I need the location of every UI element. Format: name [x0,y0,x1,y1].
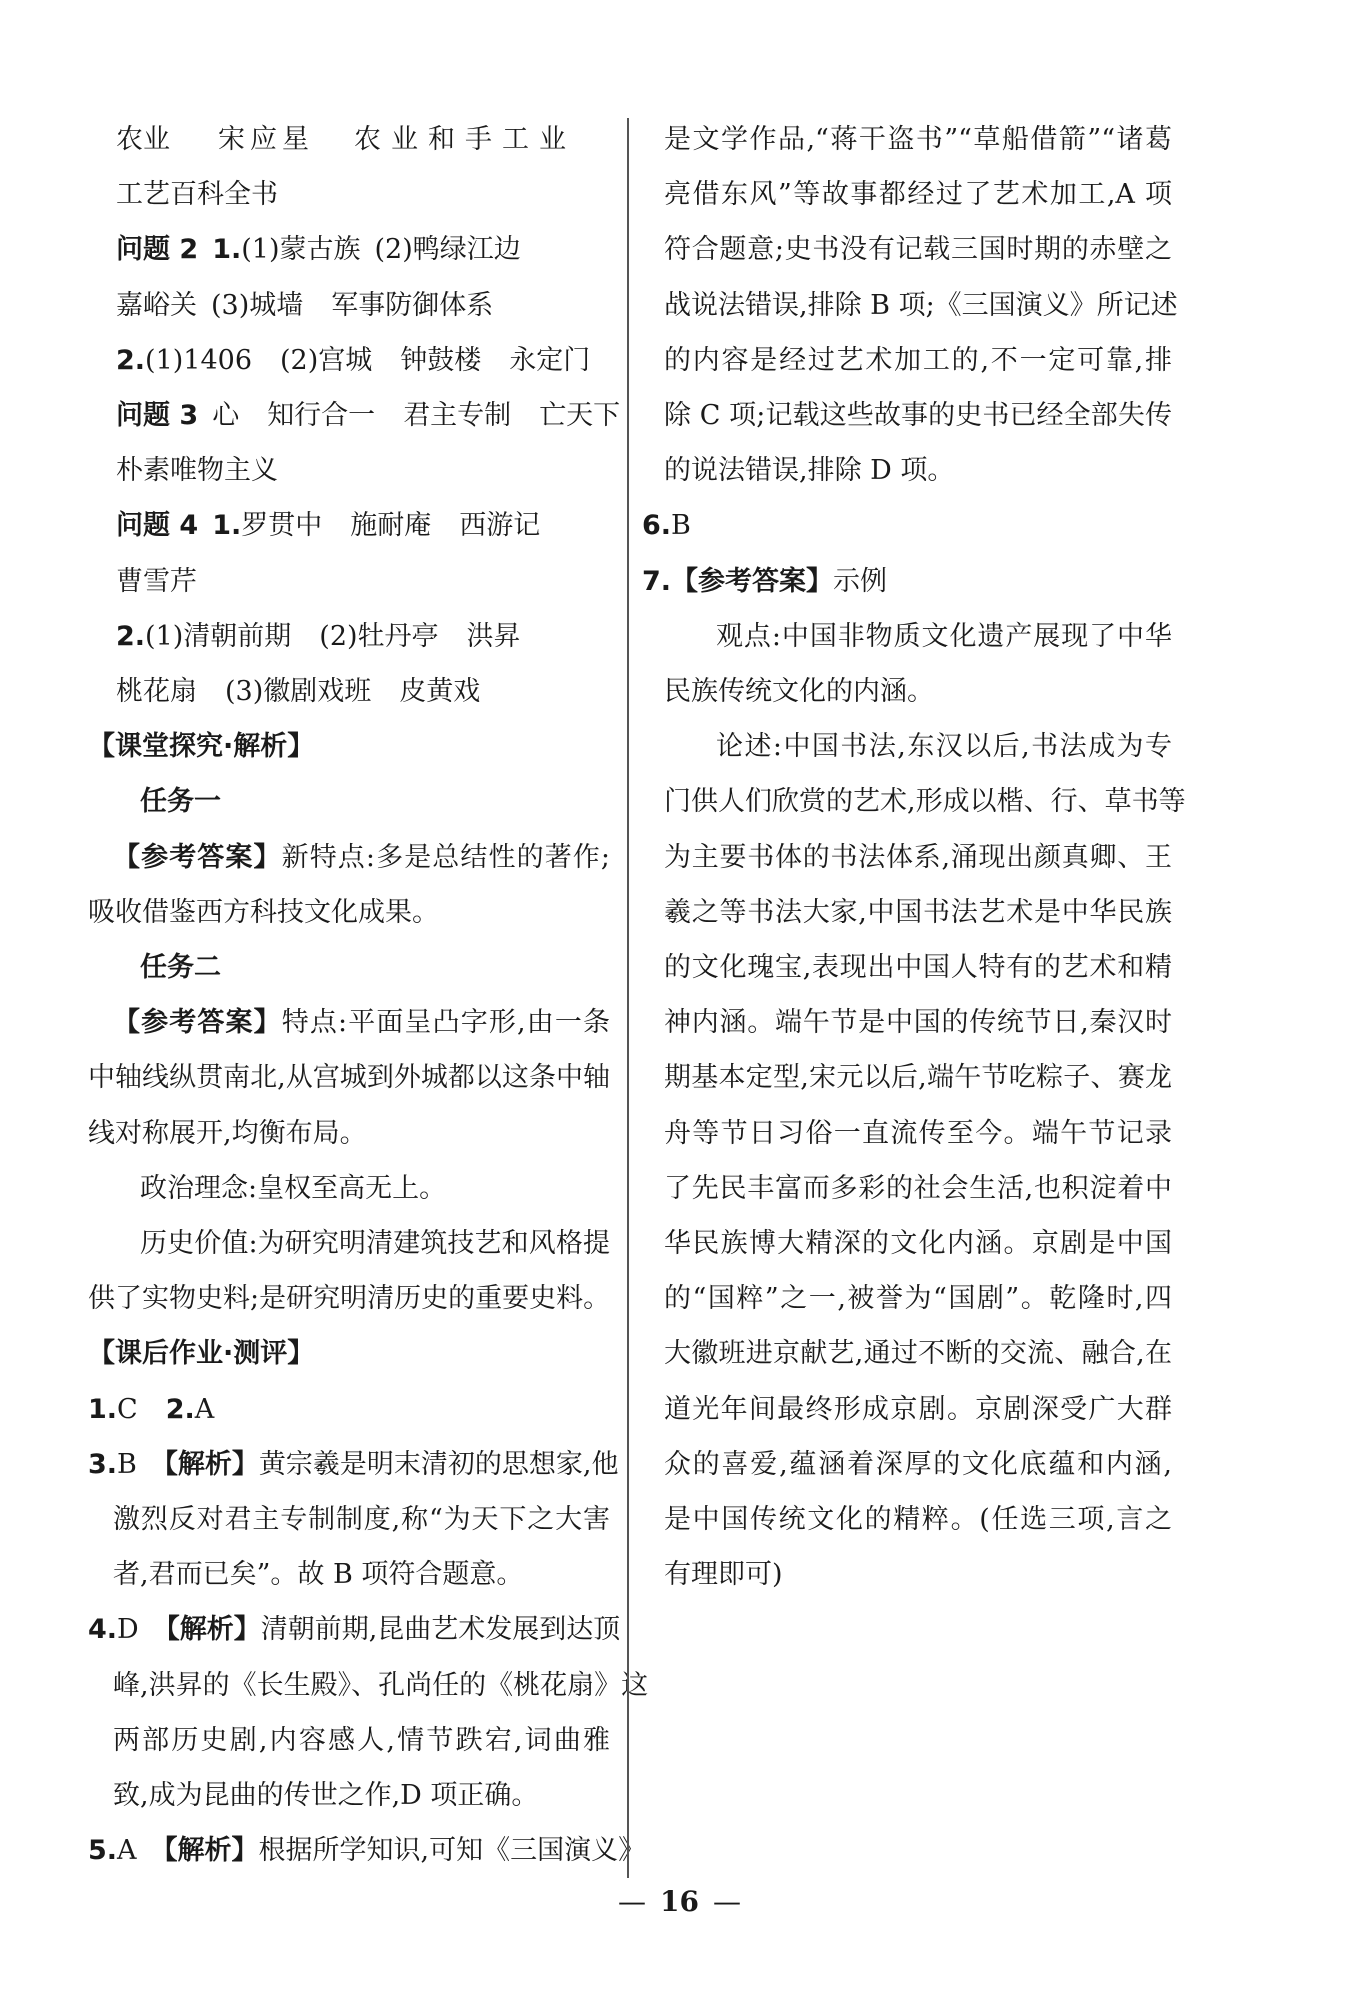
page-dash-left: — [618,1885,647,1918]
question-label: 问题 2 [116,234,199,266]
task-heading: 任务二 [140,952,221,984]
paragraph-line: 期基本定型,宋元以后,端午节吃粽子、赛龙 [664,1062,1172,1094]
answer-item: (3)徽剧戏班 [225,676,372,708]
answer-line: 曹雪芹 [116,565,197,597]
question-label: 问题 4 [116,510,199,542]
paragraph-line [88,1823,646,1878]
analysis-tag: 【解析】 [150,1448,259,1480]
paragraph-line: 道光年间最终形成京剧。京剧深受广大群 [664,1393,1172,1425]
paragraph-line: 中轴线纵贯南北,从宫城到外城都以这条中轴 [88,1062,610,1094]
answer-line [88,333,610,388]
paragraph-line: 民族传统文化的内涵。 [664,676,934,708]
paragraph-line: 政治理念:皇权至高无上。 [140,1172,447,1204]
answer-item: (1)蒙古族 [241,234,361,266]
page-number [0,1885,1359,1918]
paragraph-text: 特点:平面呈凸字形,由一条 [281,1007,611,1039]
paragraph-line: 华民族博大精深的文化内涵。京剧是中国 [664,1228,1172,1260]
paragraph-line: 观点:中国非物质文化遗产展现了中华 [716,620,1172,652]
answer-line [88,664,610,719]
answer-line: 工艺百科全书 [116,179,278,211]
section-heading: 【课堂探究·解析】 [88,731,315,763]
paragraph-line [88,830,610,885]
paragraph-line: 大徽班进京献艺,通过不断的交流、融合,在 [664,1338,1172,1370]
paragraph-line: 的“国粹”之一,被誉为“国剧”。乾隆时,四 [664,1283,1172,1315]
paragraph-line: 供了实物史料;是研究明清历史的重要史料。 [88,1283,611,1315]
answer-line: 朴素唯物主义 [116,455,278,487]
item-number: 7. [642,565,672,597]
paragraph-line: 舟等节日习俗一直流传至今。端午节记录 [664,1117,1172,1149]
section-heading: 【课后作业·测评】 [88,1338,315,1370]
item-number: 6. [642,510,672,542]
answer-choice: B [671,510,691,542]
item-number: 2. [165,1393,195,1425]
paragraph-line: 者,君而已矣”。故 B 项符合题意。 [113,1559,524,1591]
paragraph-line: 了先民丰富而多彩的社会生活,也积淀着中 [664,1172,1172,1204]
paragraph-line: 吸收借鉴西方科技文化成果。 [88,896,439,928]
answer-tag: 【参考答案】 [113,1007,282,1039]
answer-choice: C [117,1393,138,1425]
answer-line [88,1382,610,1437]
task-heading: 任务一 [140,786,221,818]
paragraph-line: 激烈反对君主专制制度,称“为天下之大害 [113,1504,610,1536]
analysis-tag: 【解析】 [150,1835,259,1867]
answer-item: 农业和手工业 [354,124,576,155]
paragraph-text: 示例 [833,565,888,597]
answer-item: 西游记 [459,510,541,542]
paragraph-line [88,1437,619,1492]
answer-item: 皮黄戏 [399,676,481,708]
paragraph-text: 新特点:多是总结性的著作; [281,841,611,873]
paragraph-line: 羲之等书法大家,中国书法艺术是中华民族 [664,896,1172,928]
paragraph-line: 战说法错误,排除 B 项;《三国演义》所记述 [664,289,1178,321]
answer-choice: A [194,1393,215,1425]
paragraph-line: 神内涵。端午节是中国的传统节日,秦汉时 [664,1007,1172,1039]
answer-item: 钟鼓楼 [400,344,482,376]
question-line [88,222,610,277]
item-number: 5. [88,1835,118,1867]
answer-line [88,112,610,167]
paragraph-line: 致,成为昆曲的传世之作,D 项正确。 [113,1780,539,1812]
question-label: 问题 3 [116,400,199,432]
paragraph-line: 是文学作品,“蒋干盗书”“草船借箭”“诸葛 [664,124,1172,155]
answer-line [642,554,1172,609]
answer-line [88,609,610,664]
answer-item: 军事防御体系 [331,289,494,321]
item-number: 1. [212,510,242,542]
paragraph-line [88,995,610,1050]
paragraph-line: 线对称展开,均衡布局。 [88,1117,367,1149]
answer-item: (3)城墙 [211,289,304,321]
paragraph-line: 峰,洪昇的《长生殿》、孔尚任的《桃花扇》这 [113,1669,649,1701]
answer-item: 亡天下 [539,400,621,432]
paragraph-line: 的说法错误,排除 D 项。 [664,455,955,487]
item-number: 1. [212,234,242,266]
left-column [88,112,649,1879]
page-number-value: 16 [660,1885,699,1918]
paragraph-line: 有理即可) [664,1559,783,1591]
answer-line [88,278,610,333]
answer-item: 宋应星 [218,124,314,155]
answer-tag: 【参考答案】 [113,841,282,873]
paragraph-line: 论述:中国书法,东汉以后,书法成为专 [716,731,1172,763]
item-number: 4. [88,1614,118,1646]
paragraph-line [88,1602,621,1657]
paragraph-line: 的文化瑰宝,表现出中国人特有的艺术和精 [664,952,1172,984]
paragraph-line: 众的喜爱,蕴涵着深厚的文化底蕴和内涵, [664,1448,1172,1480]
answer-tag: 【参考答案】 [671,565,834,597]
paragraph-line: 两部历史剧,内容感人,情节跌宕,词曲雅 [113,1724,610,1756]
page-dash-right: — [712,1885,741,1918]
answer-item: 君主专制 [403,400,512,432]
answer-item: (2)鸭绿江边 [374,234,521,266]
right-column [642,112,1186,1602]
answer-item: (2)宫城 [280,344,373,376]
question-line [88,498,610,553]
analysis-tag: 【解析】 [152,1614,261,1646]
answer-choice: B [117,1448,137,1480]
paragraph-line: 为主要书体的书法体系,涌现出颜真卿、王 [664,841,1172,873]
answer-choice: A [117,1835,137,1867]
answer-item: 知行合一 [267,400,376,432]
answer-item: 心 [212,400,240,432]
answer-item: 永定门 [509,344,591,376]
paragraph-line: 亮借东风”等故事都经过了艺术加工,A 项 [664,179,1172,211]
answer-item: 嘉峪关 [116,289,197,321]
answer-item: 桃花扇 [116,676,197,708]
paragraph-line: 门供人们欣赏的艺术,形成以楷、行、草书等 [664,786,1186,818]
paragraph-line: 除 C 项;记载这些故事的史书已经全部失传 [664,400,1172,432]
paragraph-text: 黄宗羲是明末清初的思想家,他 [258,1448,619,1480]
paragraph-line: 符合题意;史书没有记载三国时期的赤壁之 [664,234,1172,266]
column-divider [627,118,629,1878]
item-number: 2. [116,620,146,652]
question-line [88,388,621,443]
item-number: 2. [116,344,146,376]
answer-item: (1)1406 [145,344,253,376]
paragraph-text: 根据所学知识,可知《三国演义》 [258,1835,646,1867]
answer-choice: D [117,1614,139,1646]
answer-item: (1)清朝前期 [145,620,292,652]
paragraph-line: 的内容是经过艺术加工的,不一定可靠,排 [664,344,1172,376]
paragraph-text: 清朝前期,昆曲艺术发展到达顶 [260,1614,621,1646]
answer-item: 农业 [116,124,170,155]
paragraph-line: 是中国传统文化的精粹。(任选三项,言之 [664,1504,1172,1536]
answer-item: 罗贯中 [241,510,323,542]
item-number: 3. [88,1448,118,1480]
answer-item: 施耐庵 [350,510,432,542]
answer-item: 洪昇 [466,620,521,652]
paragraph-line: 历史价值:为研究明清建筑技艺和风格提 [140,1228,610,1260]
item-number: 1. [88,1393,118,1425]
answer-line [642,498,1172,553]
answer-item: (2)牡丹亭 [319,620,439,652]
